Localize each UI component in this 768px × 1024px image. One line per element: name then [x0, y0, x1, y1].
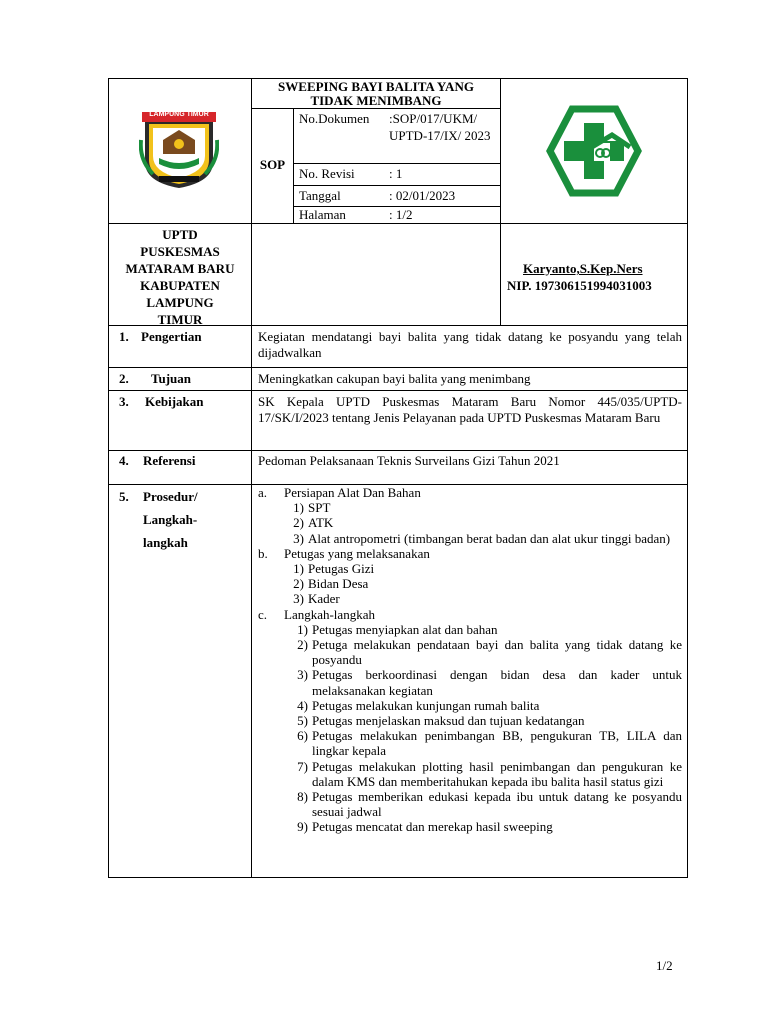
label-kebijakan: 3. Kebijakan: [119, 394, 204, 409]
list-item: 3) Alat antropometri (timbangan berat badan dan alat ukur tinggi badan): [293, 530, 671, 546]
label-pengertian: 1. Pengertian: [119, 329, 202, 344]
list-item: 3) Kader: [293, 591, 340, 607]
meta-value-tanggal: : 02/01/2023: [389, 188, 456, 203]
page-number: 1/2: [656, 958, 673, 973]
prosedur-content: [258, 485, 682, 835]
meta-value-revisi: : 1: [389, 166, 403, 181]
signatory-nip: NIP. 197306151994031003: [507, 278, 652, 293]
text-tujuan: Meningkatkan cakupan bayi balita yang menimbang: [258, 371, 531, 386]
sop-label: SOP: [259, 157, 286, 172]
signatory-name: Karyanto,S.Kep.Ners: [523, 261, 643, 276]
organization-name: UPTD PUSKESMAS MATARAM BARU KABUPATEN LAMPUNG TIMUR: [125, 227, 235, 327]
section-b-list: [258, 561, 682, 607]
list-item: 6) Petugas melakukan penimbangan BB, pengukuran TB, LILA dan lingkar kepala: [297, 728, 682, 759]
list-item: 5) Petugas menjelaskan maksud dan tujuan kedatangan: [297, 713, 585, 729]
list-item: 9) Petugas mencatat dan merekap hasil sweeping: [297, 819, 553, 835]
list-item: 8) Petugas memberikan edukasi kepada ibu untuk datang ke posyandu sesuai jadwal: [297, 789, 682, 820]
text-kebijakan: SK Kepala UPTD Puskesmas Mataram Baru Nomor 445/035/UPTD-17/SK/I/2023 tentang Jenis Pelayanan pada UPTD Puskesmas Mataram Baru: [258, 394, 682, 425]
section-a: a. Persiapan Alat Dan Bahan: [258, 485, 421, 500]
meta-label-halaman: Halaman: [299, 207, 346, 222]
puskesmas-logo: [546, 105, 642, 197]
list-item: 4) Petugas melakukan kunjungan rumah balita: [297, 697, 540, 713]
text-pengertian: Kegiatan mendatangi bayi balita yang tidak datang ke posyandu yang telah dijadwalkan: [258, 329, 682, 360]
section-a-list: [258, 500, 682, 546]
section-c-list: [258, 622, 682, 835]
list-item: 1) Petugas Gizi: [293, 561, 375, 577]
list-item: 2) Bidan Desa: [293, 576, 369, 592]
section-b: b. Petugas yang melaksanakan: [258, 545, 430, 561]
list-item: 1) SPT: [293, 500, 331, 516]
text-referensi: Pedoman Pelaksanaan Teknis Surveilans Gizi Tahun 2021: [258, 453, 560, 468]
signatory: [507, 260, 687, 294]
lampung-timur-logo-text: LAMPUNG TIMUR: [149, 111, 209, 118]
sop-table: [108, 78, 688, 878]
meta-label-tanggal: Tanggal: [299, 188, 341, 203]
label-prosedur: 5. Prosedur/ Langkah- langkah: [119, 489, 198, 550]
lampung-timur-logo: [139, 110, 219, 190]
label-tujuan: 2. Tujuan: [119, 371, 191, 386]
meta-label-revisi: No. Revisi: [299, 166, 355, 181]
list-item: 7) Petugas melakukan plotting hasil penimbangan dan pengukuran ke dalam KMS dan memberitahukan kepada ibu balita hasil status gizi: [297, 758, 682, 789]
meta-value-dokumen: :SOP/017/UKM/ UPTD-17/IX/ 2023: [389, 111, 491, 143]
meta-value-halaman: : 1/2: [389, 207, 413, 222]
section-c: c. Langkah-langkah: [258, 606, 375, 622]
meta-label-dokumen: No.Dokumen: [299, 111, 370, 126]
label-referensi: 4. Referensi: [119, 453, 196, 468]
list-item: 1) Petugas menyiapkan alat dan bahan: [297, 621, 498, 637]
list-item: 2) Petuga melakukan pendataan bayi dan balita yang tidak datang ke posyandu: [297, 637, 682, 668]
document-title: SWEEPING BAYI BALITA YANG TIDAK MENIMBANG: [278, 79, 474, 108]
list-item: 2) ATK: [293, 515, 334, 531]
list-item: 3) Petugas berkoordinasi dengan bidan desa dan kader untuk melaksanakan kegiatan: [297, 667, 682, 698]
